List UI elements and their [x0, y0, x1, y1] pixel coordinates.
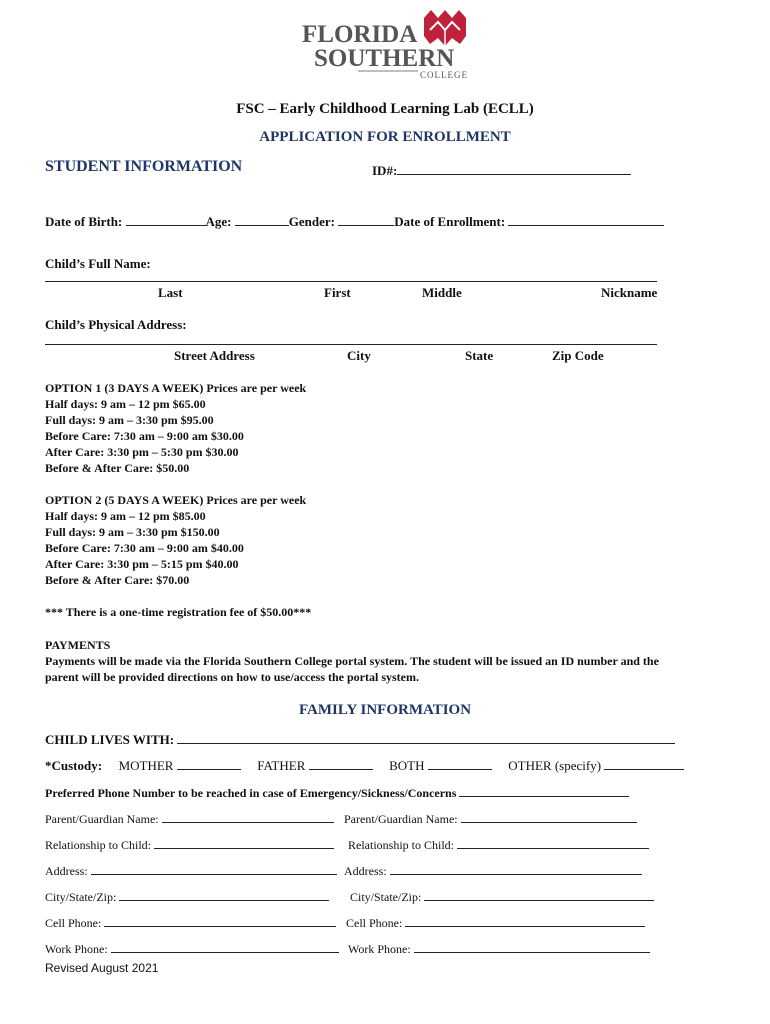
guardian2-name-field[interactable]	[461, 811, 637, 823]
option1-block	[45, 380, 306, 476]
option1-line: Full days: 9 am – 3:30 pm $95.00	[45, 413, 214, 427]
logo-line2: SOUTHERN	[314, 45, 455, 72]
option1-heading: OPTION 1 (3 DAYS A WEEK) Prices are per week	[45, 381, 307, 395]
guardian1-address-row	[45, 863, 337, 879]
age-field[interactable]	[235, 214, 289, 226]
custody-option-mother: MOTHER	[118, 758, 174, 773]
option1-line: Before Care: 7:30 am – 9:00 am $30.00	[45, 429, 244, 443]
address-part-city: City	[347, 348, 371, 363]
guardian2-work-label: Work Phone:	[348, 942, 411, 956]
custody-option-both: BOTH	[389, 758, 425, 773]
option2-line: Half days: 9 am – 12 pm $85.00	[45, 509, 206, 523]
guardian1-relationship-label: Relationship to Child:	[45, 838, 152, 852]
logo-crest-icon	[424, 10, 466, 46]
option2-line: Before Care: 7:30 am – 9:00 am $40.00	[45, 541, 244, 555]
lives-with-row	[45, 732, 675, 748]
guardian1-cell-row	[45, 915, 336, 931]
payments-line: parent will be provided directions on how to use/access the portal system.	[45, 670, 419, 684]
guardian1-city-row	[45, 889, 329, 905]
guardian2-city-field[interactable]	[424, 889, 654, 901]
guardian1-work-row	[45, 941, 339, 957]
dob-label: Date of Birth:	[45, 214, 123, 229]
child-address-label: Child’s Physical Address:	[45, 317, 187, 332]
preferred-phone-label: Preferred Phone Number to be reached in case of Emergency/Sickness/Concerns	[45, 786, 457, 800]
guardian1-name-label: Parent/Guardian Name:	[45, 812, 159, 826]
guardian2-cell-field[interactable]	[405, 915, 645, 927]
preferred-phone-field[interactable]	[459, 785, 629, 797]
custody-row	[45, 758, 684, 774]
option1-line: After Care: 3:30 pm – 5:30 pm $30.00	[45, 445, 239, 459]
guardian2-relationship-field[interactable]	[457, 837, 649, 849]
id-field[interactable]	[372, 163, 631, 179]
child-name-field[interactable]	[45, 281, 657, 282]
guardian1-address-label: Address:	[45, 864, 88, 878]
payments-block	[45, 637, 659, 685]
guardian1-cell-field[interactable]	[104, 915, 336, 927]
custody-father-field[interactable]	[309, 758, 373, 770]
option2-line: Full days: 9 am – 3:30 pm $150.00	[45, 525, 220, 539]
dob-field[interactable]	[126, 214, 206, 226]
custody-mother-field[interactable]	[177, 758, 241, 770]
dob-row	[45, 214, 664, 230]
option1-line: Before & After Care: $50.00	[45, 461, 190, 475]
option1-line: Half days: 9 am – 12 pm $65.00	[45, 397, 206, 411]
guardian1-cell-label: Cell Phone:	[45, 916, 102, 930]
address-part-street: Street Address	[174, 348, 255, 363]
preferred-phone-row	[45, 785, 629, 801]
custody-both-field[interactable]	[428, 758, 492, 770]
option2-line: Before & After Care: $70.00	[45, 573, 190, 587]
custody-option-father: FATHER	[257, 758, 306, 773]
guardian2-work-field[interactable]	[414, 941, 650, 953]
option2-line: After Care: 3:30 pm – 5:15 pm $40.00	[45, 557, 239, 571]
payments-line: Payments will be made via the Florida Southern College portal system. The student will be issued an ID number and the	[45, 654, 659, 668]
guardian2-city-label: City/State/Zip:	[350, 890, 422, 904]
enroll-date-field[interactable]	[508, 214, 664, 226]
guardian2-address-label: Address:	[344, 864, 387, 878]
name-part-middle: Middle	[422, 285, 462, 300]
child-name-label: Child’s Full Name:	[45, 256, 151, 271]
gender-field[interactable]	[338, 214, 394, 226]
guardian2-name-label: Parent/Guardian Name:	[344, 812, 458, 826]
enroll-label: Date of Enrollment:	[394, 214, 506, 229]
registration-fee-note: *** There is a one-time registration fee of $50.00***	[45, 605, 312, 619]
student-section-title: STUDENT INFORMATION	[45, 158, 243, 175]
id-label: ID#:	[372, 163, 398, 178]
lives-with-label: CHILD LIVES WITH:	[45, 732, 175, 747]
guardian2-cell-row	[346, 915, 645, 931]
custody-label: *Custody:	[45, 758, 103, 773]
guardian2-address-row	[344, 863, 642, 879]
name-part-last: Last	[158, 285, 183, 300]
option2-block	[45, 492, 306, 588]
page-subtitle: APPLICATION FOR ENROLLMENT	[259, 129, 511, 145]
florida-southern-college-logo	[300, 8, 472, 80]
guardian1-city-field[interactable]	[119, 889, 329, 901]
guardian1-city-label: City/State/Zip:	[45, 890, 117, 904]
revised-date: Revised August 2021	[45, 961, 159, 975]
name-part-first: First	[324, 285, 351, 300]
child-address-field[interactable]	[45, 344, 657, 345]
guardian2-work-row	[348, 941, 650, 957]
guardian1-name-row	[45, 811, 334, 827]
custody-option-other: OTHER (specify)	[508, 758, 602, 773]
guardian1-name-field[interactable]	[162, 811, 334, 823]
guardian2-relationship-label: Relationship to Child:	[348, 838, 455, 852]
gender-label: Gender:	[288, 214, 335, 229]
guardian1-relationship-row	[45, 837, 334, 853]
address-part-zip: Zip Code	[552, 348, 604, 363]
custody-other-field[interactable]	[604, 758, 684, 770]
guardian1-work-label: Work Phone:	[45, 942, 108, 956]
guardian1-address-field[interactable]	[91, 863, 337, 875]
family-section-title: FAMILY INFORMATION	[298, 702, 472, 718]
lives-with-field[interactable]	[177, 732, 675, 744]
address-part-state: State	[465, 348, 494, 363]
logo-line3: COLLEGE	[420, 70, 468, 80]
guardian2-cell-label: Cell Phone:	[346, 916, 403, 930]
guardian2-name-row	[344, 811, 637, 827]
guardian2-relationship-row	[348, 837, 649, 853]
guardian2-address-field[interactable]	[390, 863, 642, 875]
payments-heading: PAYMENTS	[45, 638, 111, 652]
guardian1-relationship-field[interactable]	[154, 837, 334, 849]
name-part-nickname: Nickname	[601, 285, 658, 300]
logo-line1: FLORIDA	[302, 21, 418, 48]
age-label: Age:	[205, 214, 232, 229]
guardian1-work-field[interactable]	[111, 941, 339, 953]
guardian2-city-row	[350, 889, 654, 905]
option2-heading: OPTION 2 (5 DAYS A WEEK) Prices are per week	[45, 493, 307, 507]
page-title: FSC – Early Childhood Learning Lab (ECLL)	[236, 101, 534, 117]
